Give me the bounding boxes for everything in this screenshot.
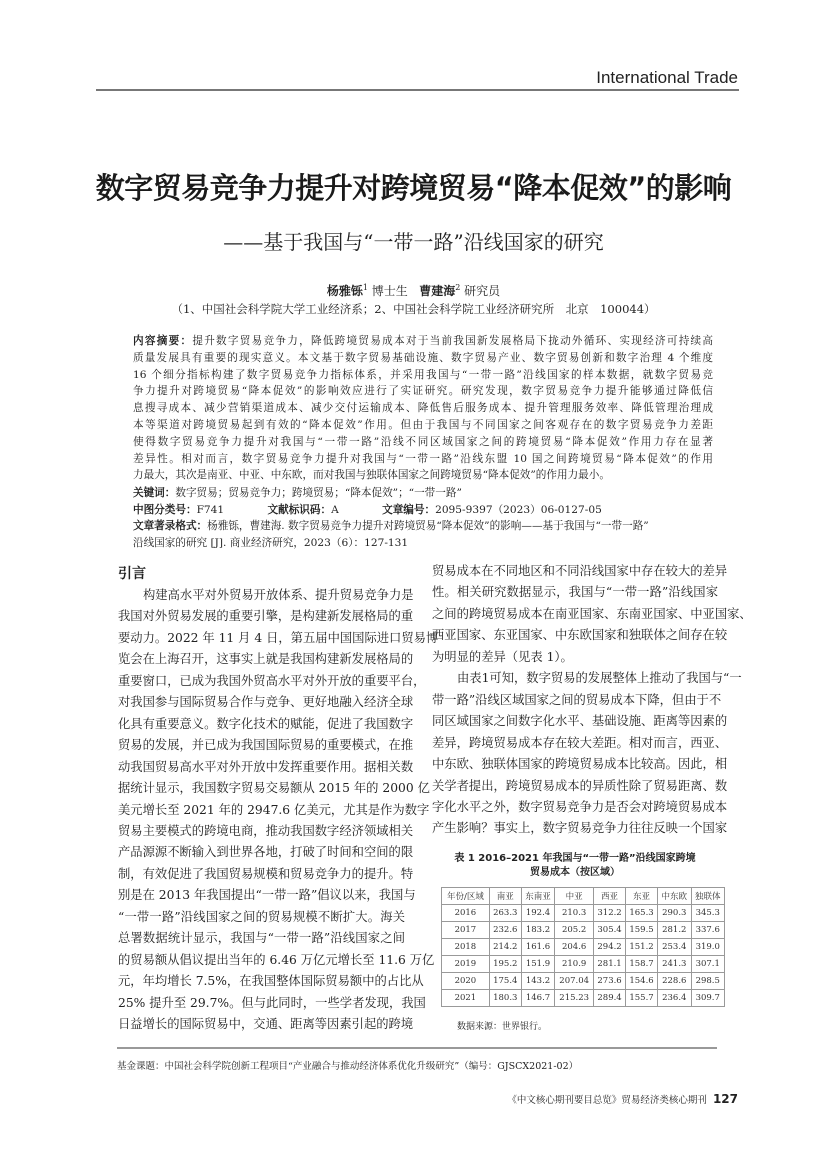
table-header-cell: 西亚 xyxy=(594,888,626,905)
body-line: 关学者提出，跨境贸易成本的异质性除了贸易距离、数 xyxy=(432,778,728,793)
table-cell: 2018 xyxy=(442,939,490,956)
table-cell: 205.2 xyxy=(555,922,594,939)
table-cell: 159.5 xyxy=(626,922,658,939)
table-header-cell: 东亚 xyxy=(626,888,658,905)
abstract-text: 本等渠道对跨境贸易起到有效的“降本促效”作用。但由于我国与不同国家之间客观存在的数字贸易竞争力差距 xyxy=(133,418,713,431)
article-no-label: 文章编号： xyxy=(382,503,436,516)
table-row xyxy=(442,922,725,939)
author-role: 博士生 xyxy=(371,284,408,298)
table-cell: 210.3 xyxy=(555,905,594,922)
table-caption xyxy=(432,852,718,880)
body-line: 元，年均增长 7.5%，在我国整体国际贸易额中的占比从 xyxy=(118,974,424,989)
table-cell: 289.4 xyxy=(594,990,626,1007)
body-line: 25% 提升至 29.7%。但与此同时，一些学者发现，我国 xyxy=(118,995,426,1010)
body-line: 性。相关研究数据显示，我国与“一带一路”沿线国家 xyxy=(432,585,718,600)
abstract-line xyxy=(133,350,713,367)
table-cell: 281.1 xyxy=(594,956,626,973)
table-cell: 154.6 xyxy=(626,973,658,990)
table-caption-line: 表 1 2016–2021 年我国与“一带一路”沿线国家跨境 xyxy=(454,853,696,864)
body-line: 我国对外贸易发展的重要引擎，是构建新发展格局的重 xyxy=(118,609,414,624)
table-cell: 319.0 xyxy=(691,939,725,956)
table-cell: 192.4 xyxy=(521,905,554,922)
table-cell: 307.1 xyxy=(691,956,725,973)
table-cell: 146.7 xyxy=(521,990,554,1007)
body-line: 由表1可知，数字贸易的发展整体上推动了我国与“一 xyxy=(457,671,742,686)
table-cell: 207.04 xyxy=(555,973,594,990)
table-cell: 228.6 xyxy=(658,973,691,990)
table-cell: 161.6 xyxy=(521,939,554,956)
author-name: 杨雅铄 xyxy=(326,284,363,298)
table-cell: 281.2 xyxy=(658,922,691,939)
abstract-text: 提升数字贸易竞争力，降低跨境贸易成本对于当前我国新发展格局下拢动外循环、实现经济可持续高 xyxy=(192,335,714,347)
table-cell: 309.7 xyxy=(691,990,725,1007)
body-line: 差异，跨境贸易成本存在较大差距。相对而言，西亚、 xyxy=(432,735,728,750)
fund-note: 基金课题：中国社会科学院创新工程项目“产业融合与推动经济体系优化升级研究”（编号：GJSCX2021-02） xyxy=(117,1061,579,1072)
body-line: 构建高水平对外贸易开放体系、提升贸易竞争力是 xyxy=(143,588,414,602)
author-name: 曹建海 xyxy=(419,284,456,298)
abstract-label: 内容摘要： xyxy=(133,335,193,347)
table-cell: 180.3 xyxy=(489,990,521,1007)
table-source: 数据来源：世界银行。 xyxy=(457,1022,548,1032)
body-line: 产生影响？事实上，数字贸易竞争力往往反映一个国家 xyxy=(432,821,728,836)
doc-code-value: A xyxy=(331,503,339,516)
table-header-cell: 独联体 xyxy=(691,888,725,905)
body-line: 的贸易额从倡议提出当年的 6.46 万亿元增长至 11.6 万亿 xyxy=(118,952,435,967)
table-cell: 305.4 xyxy=(594,922,626,939)
table-cell: 183.2 xyxy=(521,922,554,939)
table-row xyxy=(442,939,725,956)
body-line: 化具有重要意义。数字化技术的赋能，促进了我国数字 xyxy=(118,716,414,731)
trade-cost-table xyxy=(441,887,725,1007)
body-line: 西亚国家、东亚国家、中东欧国家和独联体之间存在较 xyxy=(432,628,728,643)
body-line: 要动力。2022 年 11 月 4 日，第五届中国国际进口贸易博 xyxy=(118,630,439,645)
table-row xyxy=(442,905,725,922)
body-line: “一带一路”沿线国家之间的贸易规模不断扩大。海关 xyxy=(118,909,405,924)
abstract xyxy=(133,333,713,484)
table-cell: 2020 xyxy=(442,973,490,990)
left-column-body xyxy=(118,585,439,1036)
table-header-row xyxy=(442,888,725,905)
header-rule xyxy=(96,89,739,91)
abstract-line xyxy=(133,417,713,434)
table-cell: 214.2 xyxy=(489,939,521,956)
table-cell: 215.23 xyxy=(555,990,594,1007)
right-column-body xyxy=(432,561,752,840)
body-line: 贸易主要模式的跨境电商，推动我国数字经济领域相关 xyxy=(118,823,414,838)
abstract-line xyxy=(133,333,713,350)
table-cell: 143.2 xyxy=(521,973,554,990)
article-meta xyxy=(133,485,723,551)
abstract-text: 使得数字贸易竞争力提升对我国与“一带一路”沿线不同区域国家之间的跨境贸易“降本促效”作用力存在显著 xyxy=(133,435,713,448)
table-row xyxy=(442,973,725,990)
body-line: 重要窗口，已成为我国外贸高水平对外开放的重要平台， xyxy=(118,673,426,688)
body-line: 美元增长至 2021 年的 2947.6 亿美元，尤其是作为数字 xyxy=(118,802,430,817)
running-header: International Trade xyxy=(596,68,738,87)
body-line: 览会在上海召开，这事实上就是我国构建新发展格局的 xyxy=(118,652,414,667)
body-line: 制，有效促进了我国贸易规模和贸易竞争力的提升。特 xyxy=(118,866,414,881)
keywords-value: 数字贸易；贸易竞争力；跨境贸易；“降本促效”；“一带一路” xyxy=(175,487,462,499)
body-line: 字化水平之外，数字贸易竞争力是否会对跨境贸易成本 xyxy=(432,799,728,814)
abstract-text: 争力提升对跨境贸易“降本促效”的影响效应进行了实证研究。研究发现，数字贸易竞争力提升能够通过降低信 xyxy=(133,385,713,398)
table-cell: 232.6 xyxy=(489,922,521,939)
table-cell: 2016 xyxy=(442,905,490,922)
journal-name: 《中文核心期刊要目总览》贸易经济类核心期刊 xyxy=(507,1095,707,1106)
body-line: 为明显的差异（见表 1）。 xyxy=(432,649,573,664)
citation-line1: 杨雅铄，曹建海. 数字贸易竞争力提升对跨境贸易“降本促效”的影响——基于我国与“一带一路” xyxy=(207,520,649,532)
table-cell: 298.5 xyxy=(691,973,725,990)
table-cell: 204.6 xyxy=(555,939,594,956)
body-line: 动我国贸易高水平对外开放中发挥重要作用。据相关数 xyxy=(118,759,414,774)
article-title: 数字贸易竞争力提升对跨境贸易“降本促效”的影响 xyxy=(95,171,732,205)
affiliation: （1、中国社会科学院大学工业经济系；2、中国社会科学院工业经济研究所 北京 100044） xyxy=(171,302,656,316)
abstract-text: 质量发展具有重要的现实意义。本文基于数字贸易基础设施、数字贸易产业、数字贸易创新和数字治理 4 个维度 xyxy=(133,351,713,364)
body-line: 同区域国家之间数字化水平、基础设施、距离等因素的 xyxy=(432,714,728,729)
citation-label: 文章著录格式： xyxy=(133,520,208,532)
abstract-line xyxy=(133,400,713,417)
page-number: 127 xyxy=(712,1092,738,1106)
table-cell: 155.7 xyxy=(626,990,658,1007)
table-cell: 241.3 xyxy=(658,956,691,973)
article-subtitle: ——基于我国与“一带一路”沿线国家的研究 xyxy=(223,230,604,254)
article-no-value: 2095-9397（2023）06-0127-05 xyxy=(435,503,602,516)
table-row xyxy=(442,956,725,973)
body-line: 别是在 2013 年我国提出“一带一路”倡议以来，我国与 xyxy=(118,888,416,903)
table-cell: 2021 xyxy=(442,990,490,1007)
abstract-text: 力最大，其次是南亚、中亚、中东欧，而对我国与独联体国家之间跨境贸易“降本促效”的作用力最小。 xyxy=(133,469,610,482)
body-line: 产品源源不断输入到世界各地，打破了时间和空间的限 xyxy=(118,845,414,860)
table-cell: 2017 xyxy=(442,922,490,939)
table-cell: 290.3 xyxy=(658,905,691,922)
classification-label: 中图分类号： xyxy=(133,503,197,516)
table-header-cell: 东南亚 xyxy=(521,888,554,905)
abstract-line xyxy=(133,467,713,484)
abstract-line xyxy=(133,367,713,384)
table-cell: 210.9 xyxy=(555,956,594,973)
table-header-cell: 年份/区域 xyxy=(442,888,490,905)
abstract-line xyxy=(133,383,713,400)
table-row xyxy=(442,990,725,1007)
abstract-text: 息搜寻成本、减少营销渠道成本、减少交付运输成本、降低售后服务成本、提升管理服务效率、降低管理治理成 xyxy=(133,402,713,415)
body-line: 对我国参与国际贸易合作与竞争、更好地融入经济全球 xyxy=(118,695,414,710)
abstract-line xyxy=(133,451,713,468)
body-line: 贸易成本在不同地区和不同沿线国家中存在较大的差异 xyxy=(432,564,728,578)
table-cell: 165.3 xyxy=(626,905,658,922)
body-line: 据统计显示，我国数字贸易交易额从 2015 年的 2000 亿 xyxy=(118,781,430,796)
authors xyxy=(0,282,827,299)
body-line: 贸易的发展，并已成为我国国际贸易的重要模式，在推 xyxy=(118,738,414,753)
body-line: 带一路”沿线区域国家之间的贸易成本下降，但由于不 xyxy=(432,692,722,707)
citation-line2: 沿线国家的研究 [J]. 商业经济研究，2023（6）：127-131 xyxy=(133,536,409,549)
table-cell: 236.4 xyxy=(658,990,691,1007)
footnote-rule xyxy=(117,1047,717,1049)
table-cell: 151.2 xyxy=(626,939,658,956)
table-caption-line: 贸易成本（按区域） xyxy=(530,867,620,878)
doc-code-label: 文献标识码： xyxy=(267,503,332,516)
page-footer xyxy=(507,1092,738,1106)
abstract-line xyxy=(133,434,713,451)
abstract-text: 差异性。相对而言，数字贸易竞争力提升对我国与“一带一路”沿线东盟 10 国之间跨境贸易“降本促效”的作用 xyxy=(133,452,713,465)
table-cell: 2019 xyxy=(442,956,490,973)
author-role: 研究员 xyxy=(464,284,501,298)
table-cell: 151.9 xyxy=(521,956,554,973)
table-cell: 294.2 xyxy=(594,939,626,956)
table-header-cell: 中东欧 xyxy=(658,888,691,905)
section-heading: 引言 xyxy=(118,566,146,582)
keywords-label: 关键词： xyxy=(133,487,176,499)
author-sup: 1 xyxy=(362,283,368,292)
classification-value: F741 xyxy=(196,503,225,516)
body-line: 之间的跨境贸易成本在南亚国家、东南亚国家、中亚国家、 xyxy=(432,606,752,621)
body-line: 中东欧、独联体国家的跨境贸易成本比较高。因此，相 xyxy=(432,757,728,772)
table-cell: 345.3 xyxy=(691,905,725,922)
abstract-text: 16 个细分指标构建了数字贸易竞争力指标体系，并采用我国与“一带一路”沿线国家的样本数据，就数字贸易竞 xyxy=(133,368,713,381)
table-cell: 253.4 xyxy=(658,939,691,956)
body-line: 总署数据统计显示，我国与“一带一路”沿线国家之间 xyxy=(118,931,405,946)
table-cell: 273.6 xyxy=(594,973,626,990)
table-header-cell: 中亚 xyxy=(555,888,594,905)
table-header-cell: 南亚 xyxy=(489,888,521,905)
table-cell: 337.6 xyxy=(691,922,725,939)
table-cell: 195.2 xyxy=(489,956,521,973)
author-sup: 2 xyxy=(455,283,461,292)
table-cell: 158.7 xyxy=(626,956,658,973)
table-cell: 175.4 xyxy=(489,973,521,990)
table-cell: 263.3 xyxy=(489,905,521,922)
body-line: 日益增长的国际贸易中，交通、距离等因素引起的跨境 xyxy=(118,1017,414,1032)
table-cell: 312.2 xyxy=(594,905,626,922)
